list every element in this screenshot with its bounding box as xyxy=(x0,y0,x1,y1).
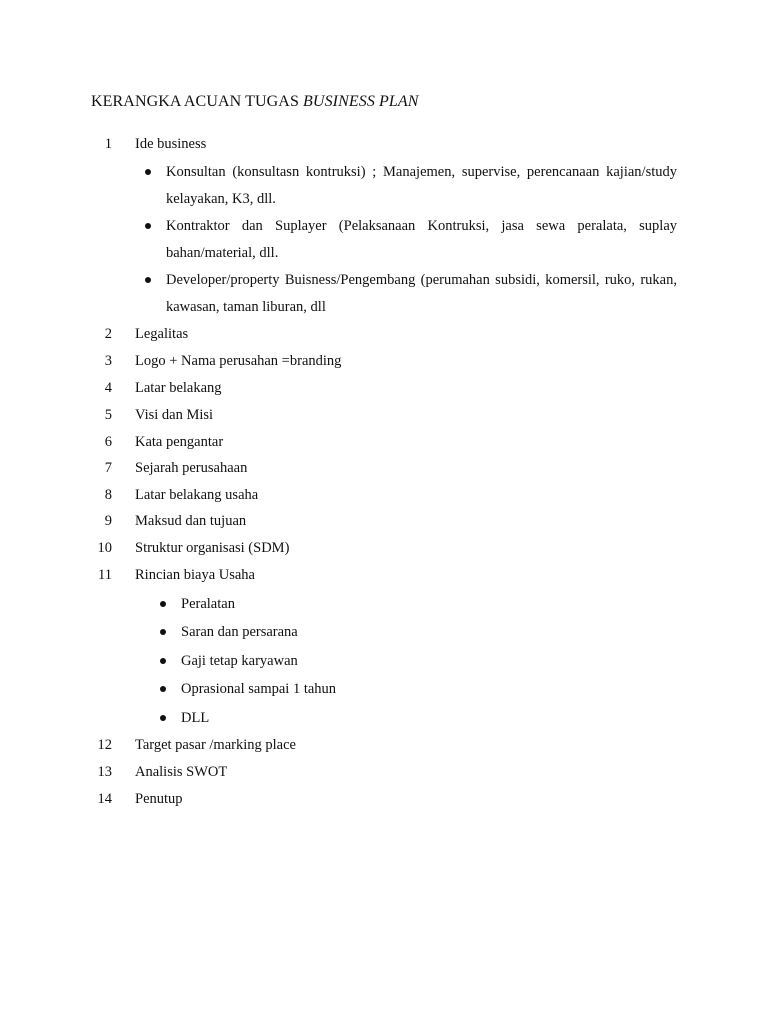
document-title xyxy=(91,93,419,111)
sub-item: Oprasional sampai 1 tahun xyxy=(181,681,337,697)
item-number: 10 xyxy=(97,540,112,556)
item-number: 5 xyxy=(104,407,112,423)
item-label: Legalitas xyxy=(135,326,189,342)
item-number: 8 xyxy=(104,487,112,503)
item-label: Sejarah perusahaan xyxy=(135,460,248,476)
item-label: Latar belakang usaha xyxy=(135,487,259,503)
item-label: Maksud dan tujuan xyxy=(135,513,247,529)
item-number: 11 xyxy=(98,567,112,583)
item-number: 4 xyxy=(104,380,112,396)
item-label: Latar belakang xyxy=(135,380,222,396)
item-number: 3 xyxy=(104,353,112,369)
sub-item: Developer/property Buisness/Pengembang (perumahan subsidi, komersil, ruko, rukan, kawasan, taman liburan, dll xyxy=(166,272,677,315)
sub-item: DLL xyxy=(181,710,210,726)
item-label: Struktur organisasi (SDM) xyxy=(135,540,290,556)
item-label: Logo + Nama perusahan =branding xyxy=(135,353,342,369)
bullet-icon xyxy=(160,686,166,692)
sub-item: Kontraktor dan Suplayer (Pelaksanaan Kontruksi, jasa sewa peralata, suplay bahan/material, dll. xyxy=(166,218,677,261)
sub-item: Peralatan xyxy=(181,596,235,612)
item-number: 7 xyxy=(104,460,112,476)
item-label: Kata pengantar xyxy=(135,434,224,450)
bullet-icon xyxy=(160,601,166,607)
item-number: 1 xyxy=(104,136,112,152)
item-label: Ide business xyxy=(135,136,207,152)
item-number: 6 xyxy=(104,434,112,450)
item-label: Target pasar /marking place xyxy=(135,737,296,753)
sub-item: Saran dan persarana xyxy=(181,624,298,640)
item-number: 13 xyxy=(97,764,112,780)
bullet-icon xyxy=(145,277,151,283)
item-label: Visi dan Misi xyxy=(135,407,214,423)
bullet-icon xyxy=(160,658,166,664)
title-emphasis: BUSINESS PLAN xyxy=(303,93,419,110)
item-number: 14 xyxy=(97,791,112,807)
title-main: KERANGKA ACUAN TUGAS xyxy=(91,93,304,110)
item-number: 12 xyxy=(97,737,112,753)
item-number: 9 xyxy=(104,513,112,529)
bullet-icon xyxy=(160,715,166,721)
bullet-icon xyxy=(145,169,151,175)
sub-item: Gaji tetap karyawan xyxy=(181,653,298,669)
item-label: Rincian biaya Usaha xyxy=(135,567,255,583)
item-label: Penutup xyxy=(135,791,183,807)
item-label: Analisis SWOT xyxy=(135,764,228,780)
sub-item: Konsultan (konsultasn kontruksi) ; Manajemen, supervise, perencanaan kajian/study kelayakan, K3, dll. xyxy=(166,164,677,207)
item-number: 2 xyxy=(104,326,112,342)
bullet-icon xyxy=(145,223,151,229)
bullet-icon xyxy=(160,629,166,635)
